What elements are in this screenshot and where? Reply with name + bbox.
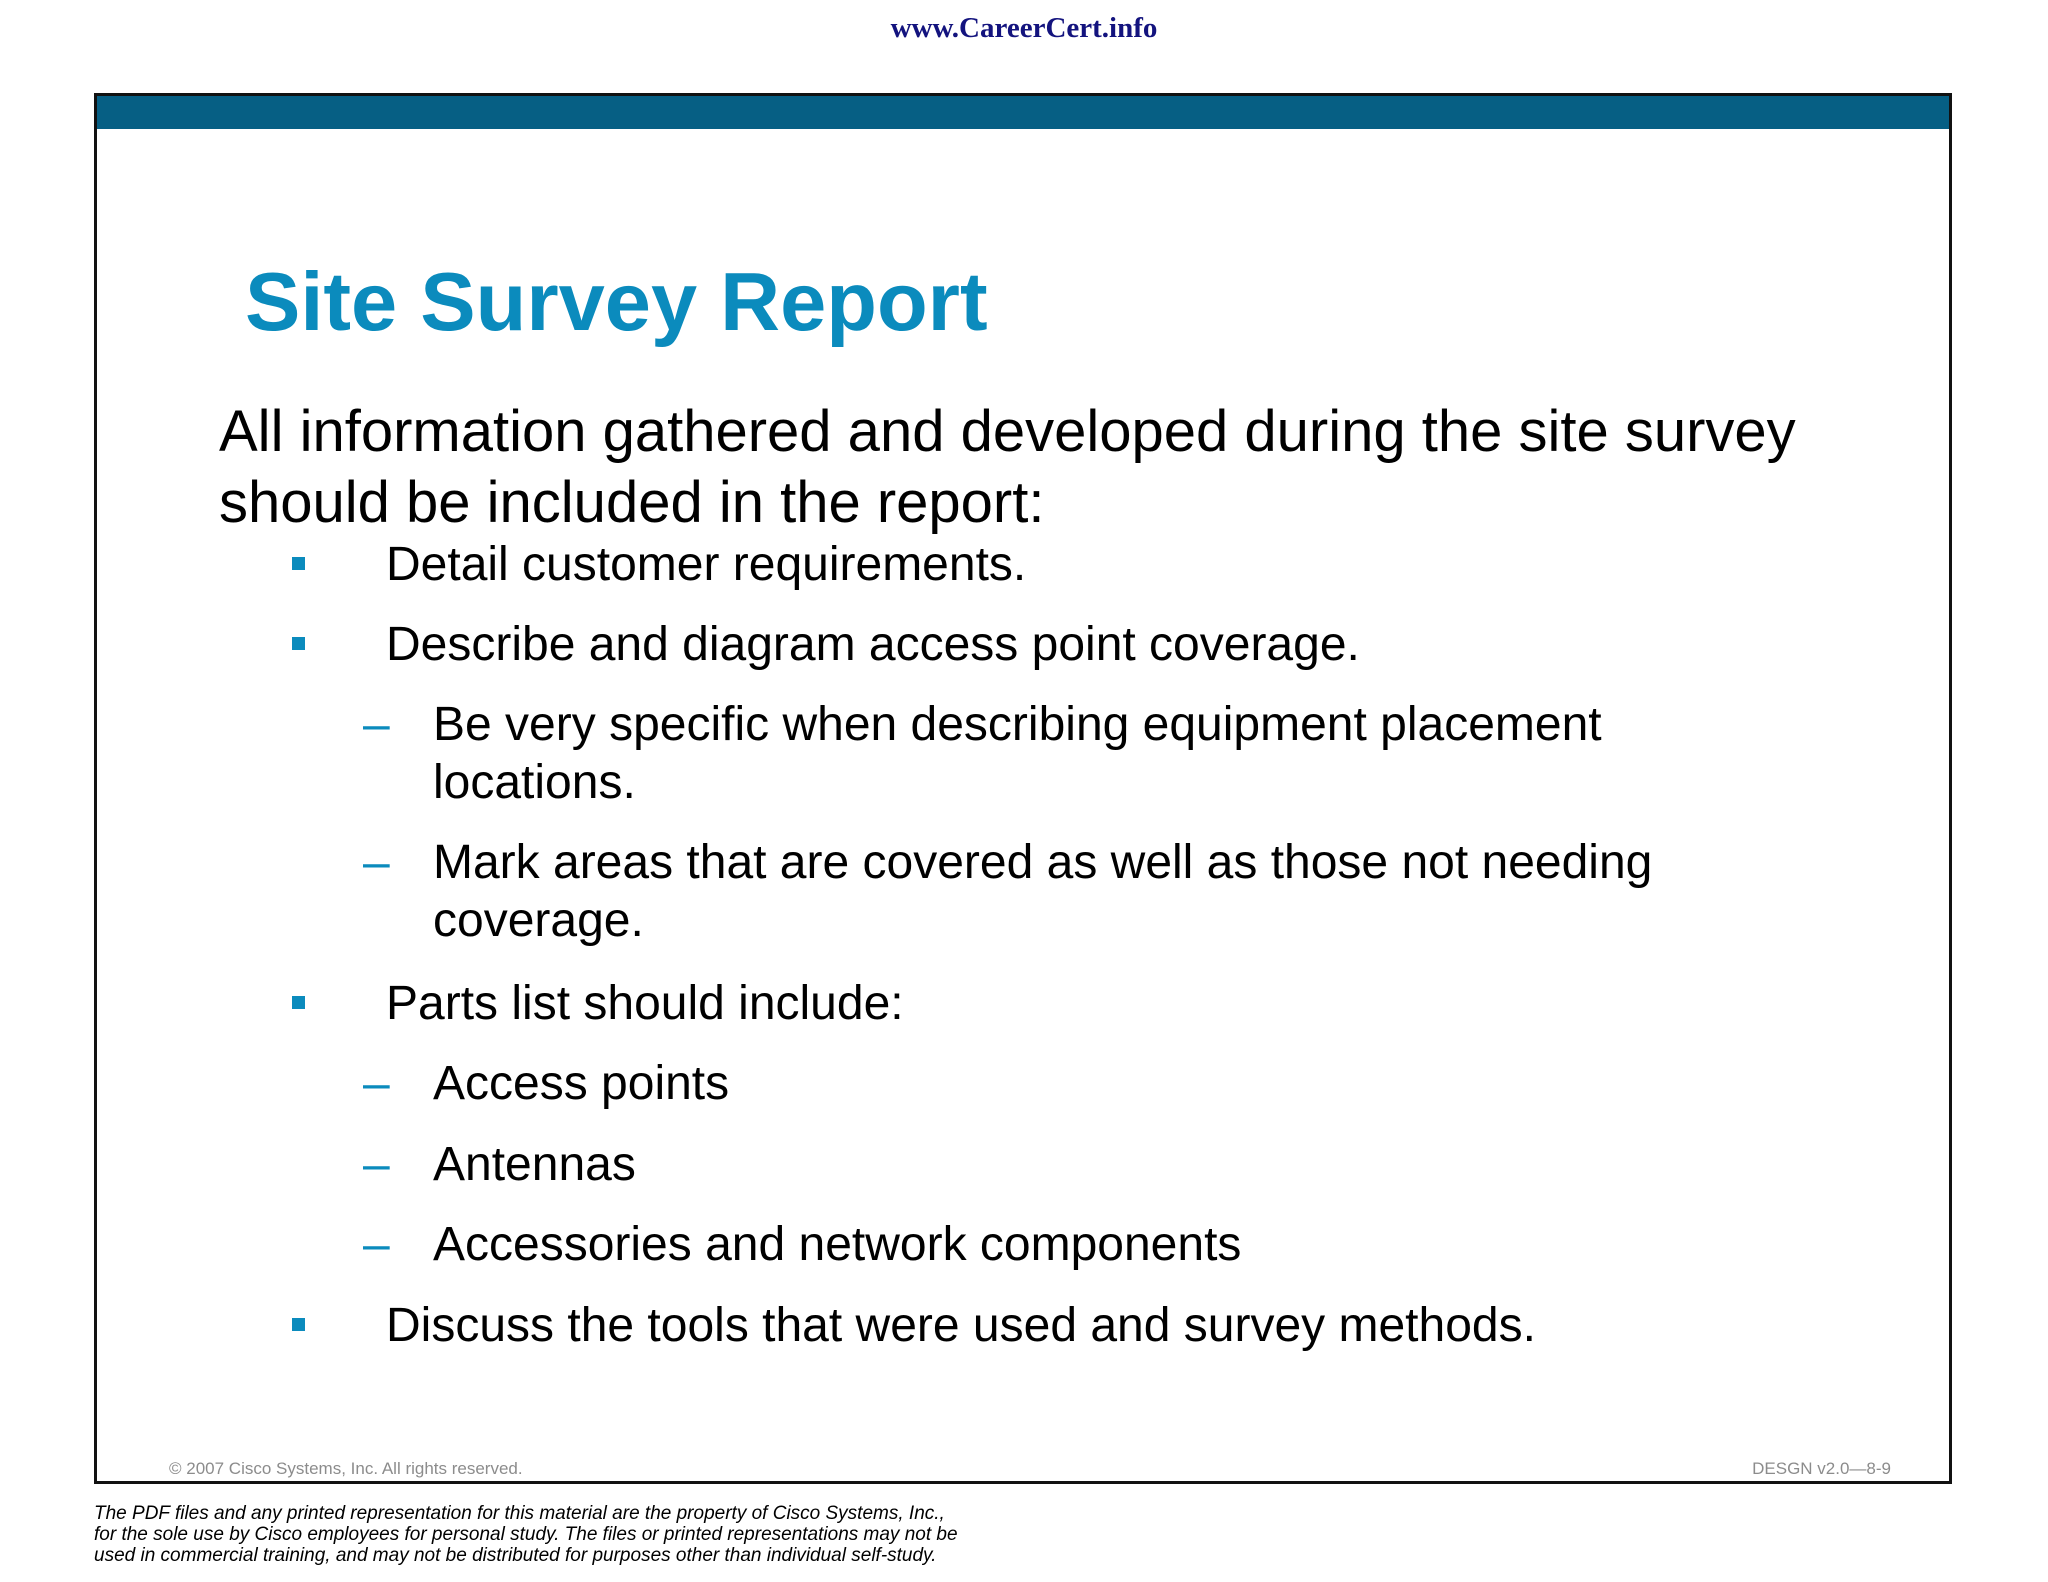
slide — [94, 93, 1952, 1484]
sub-bullet-text: Antennas — [433, 1138, 636, 1191]
slide-header-bar — [97, 96, 1949, 129]
disclaimer-line: for the sole use by Cisco employees for personal study. The files or printed representations may not be — [94, 1524, 958, 1545]
bullet-text: Parts list should include: — [386, 977, 904, 1030]
dash-bullet-icon: – — [363, 698, 390, 751]
square-bullet-icon — [292, 996, 305, 1009]
sub-bullet-text-continued: coverage. — [433, 894, 644, 947]
disclaimer — [94, 1503, 1194, 1566]
disclaimer-line: used in commercial training, and may not be distributed for purposes other than individual self-study. — [94, 1545, 937, 1566]
square-bullet-icon — [292, 637, 305, 650]
intro-paragraph: All information gathered and developed during the site survey should be included in the report: — [219, 399, 1796, 535]
slide-title: Site Survey Report — [245, 255, 988, 348]
bullet-text: Describe and diagram access point coverage. — [386, 618, 1360, 671]
dash-bullet-icon: – — [363, 1057, 390, 1110]
dash-bullet-icon: – — [363, 836, 390, 889]
dash-bullet-icon: – — [363, 1218, 390, 1271]
sub-bullet-text: Accessories and network components — [433, 1218, 1242, 1271]
site-url: www.CareerCert.info — [890, 12, 1158, 44]
disclaimer-line: The PDF files and any printed representation for this material are the property of Cisco Systems, Inc., — [94, 1503, 945, 1524]
square-bullet-icon — [292, 1318, 305, 1331]
sub-bullet-text: Access points — [433, 1057, 730, 1110]
sub-bullet-text: Be very specific when describing equipment placement — [433, 698, 1602, 751]
course-code: DESGN v2.0—8-9 — [1752, 1459, 1891, 1478]
bullet-text: Discuss the tools that were used and survey methods. — [386, 1299, 1536, 1352]
sub-bullet-text: Mark areas that are covered as well as those not needing — [433, 836, 1653, 889]
bullet-text: Detail customer requirements. — [386, 538, 1027, 591]
copyright-notice: © 2007 Cisco Systems, Inc. All rights reserved. — [169, 1459, 523, 1478]
sub-bullet-text-continued: locations. — [433, 756, 636, 809]
square-bullet-icon — [292, 557, 305, 570]
dash-bullet-icon: – — [363, 1138, 390, 1191]
